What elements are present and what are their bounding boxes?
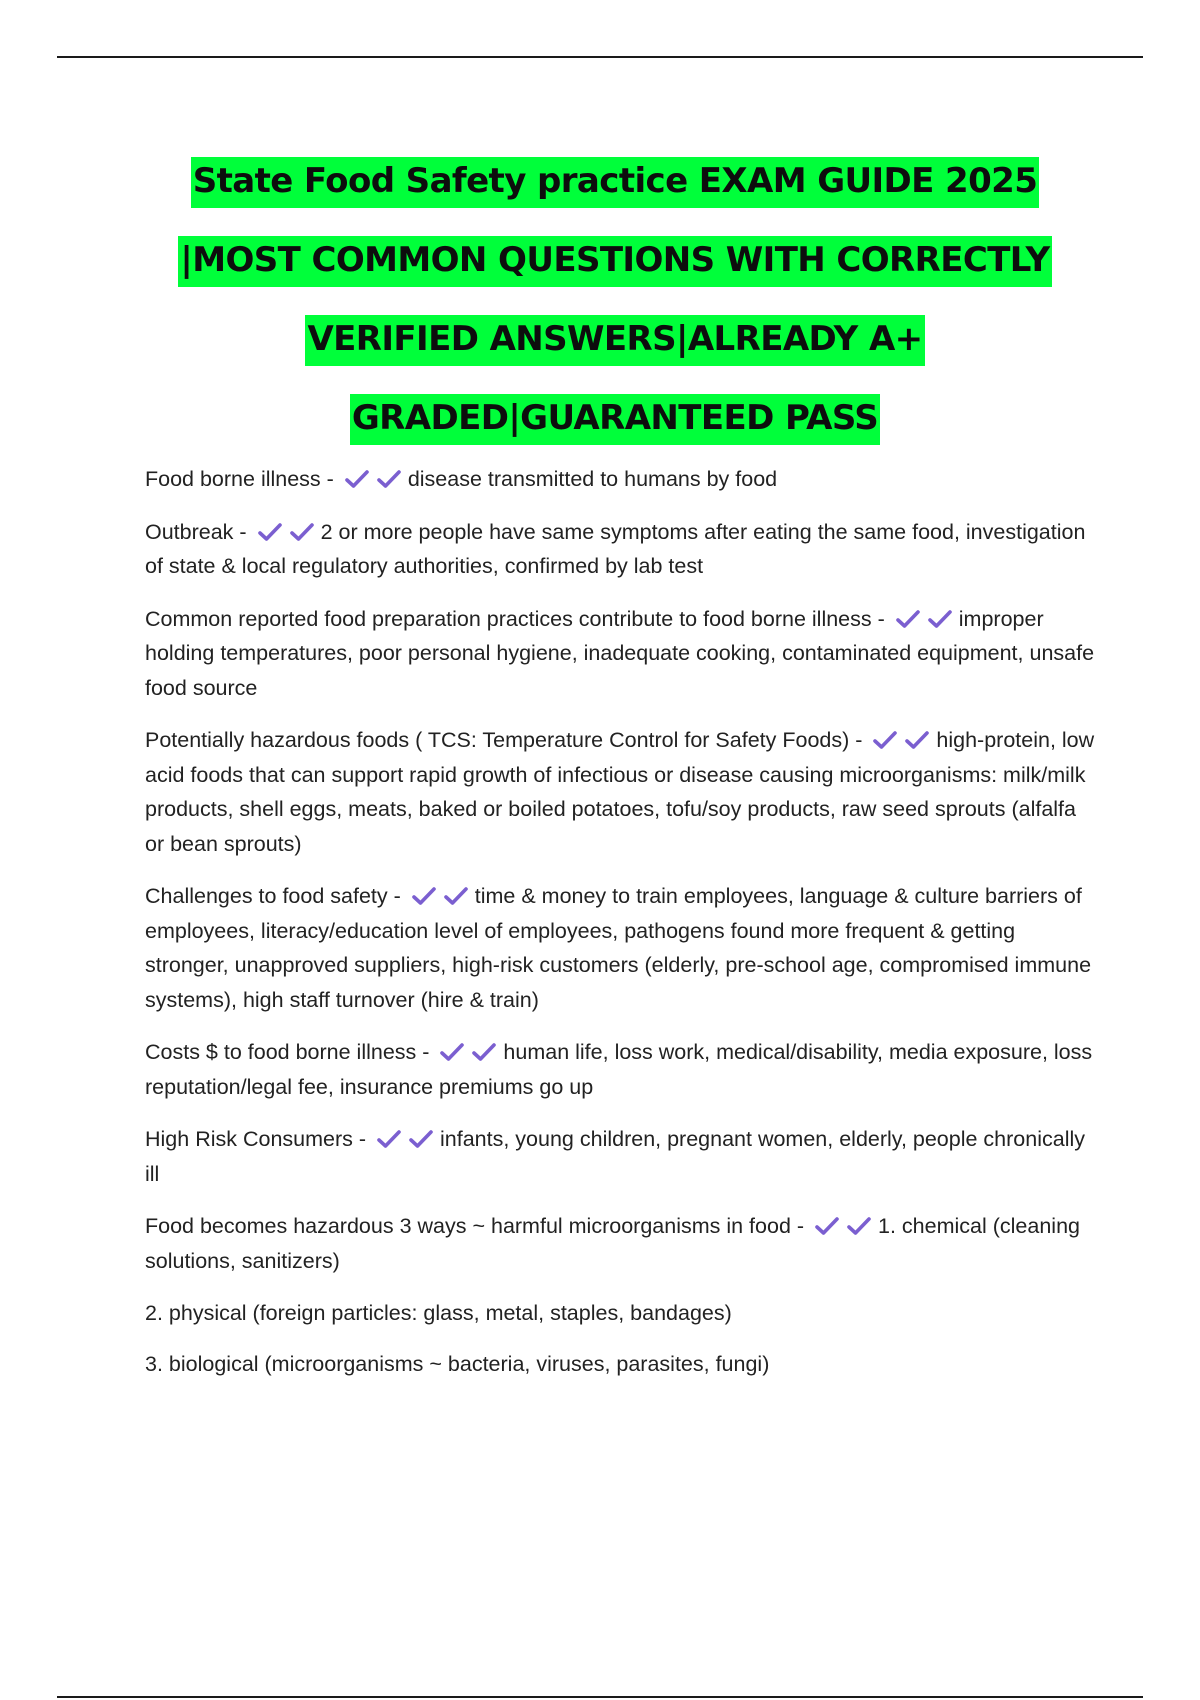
question-text: Potentially hazardous foods ( TCS: Temperature Control for Safety Foods) - <box>145 728 863 752</box>
title-line <box>120 142 1110 221</box>
question-text: Challenges to food safety - <box>145 884 401 908</box>
answer-text: time & money to train employees, language & culture barriers of employees, literacy/education level of employees, pathogens found more frequent & getting stronger, unapproved suppliers, high-risk customers (elderly, pre-school age, compromised immune systems), high staff turnover (hire & train) <box>145 884 1092 1012</box>
qa-entry <box>145 1209 1095 1278</box>
top-rule <box>57 56 1143 58</box>
check-icon <box>408 1128 434 1150</box>
check-icon <box>289 521 315 543</box>
double-check-icon <box>411 879 475 914</box>
check-icon <box>376 1128 402 1150</box>
double-check-icon <box>439 1035 503 1070</box>
title-line <box>120 379 1110 458</box>
answer-text: improper holding temperatures, poor personal hygiene, inadequate cooking, contaminated equipment, unsafe food source <box>145 606 1095 700</box>
check-icon <box>376 468 402 490</box>
check-icon <box>439 1041 465 1063</box>
check-icon <box>895 608 921 630</box>
double-check-icon <box>814 1209 878 1244</box>
qa-entry <box>145 879 1095 1017</box>
qa-entry <box>145 515 1095 584</box>
title-line-text: VERIFIED ANSWERS|ALREADY A+ <box>305 315 924 366</box>
qa-entry <box>145 723 1095 861</box>
qa-entry <box>145 1035 1095 1104</box>
title-line <box>120 300 1110 379</box>
double-check-icon <box>895 602 959 637</box>
question-text: Food becomes hazardous 3 ways ~ harmful microorganisms in food - <box>145 1214 805 1238</box>
check-icon <box>257 521 283 543</box>
qa-entry <box>145 602 1095 706</box>
check-icon <box>411 885 437 907</box>
document-body <box>145 462 1095 1397</box>
question-text: Food borne illness - <box>145 467 334 491</box>
answer-text: disease transmitted to humans by food <box>407 467 778 491</box>
list-item: 3. biological (microorganisms ~ bacteria, viruses, parasites, fungi) <box>145 1351 770 1376</box>
check-icon <box>846 1215 872 1237</box>
check-icon <box>872 729 898 751</box>
question-text: Common reported food preparation practices contribute to food borne illness - <box>145 606 885 631</box>
answer-text: human life, loss work, medical/disability, media exposure, loss reputation/legal fee, insurance premiums go up <box>145 1040 1093 1099</box>
check-icon <box>443 885 469 907</box>
title-line-text: |MOST COMMON QUESTIONS WITH CORRECTLY <box>178 236 1051 287</box>
answer-text: 1. chemical (cleaning solutions, sanitizers) <box>145 1214 1080 1273</box>
list-item: 2. physical (foreign particles: glass, metal, staples, bandages) <box>145 1301 732 1325</box>
double-check-icon <box>257 515 321 550</box>
double-check-icon <box>872 723 936 758</box>
check-icon <box>927 608 953 630</box>
double-check-icon <box>376 1122 440 1157</box>
question-text: Costs $ to food borne illness - <box>145 1040 430 1064</box>
title-line <box>120 221 1110 300</box>
question-text: High Risk Consumers - <box>145 1127 367 1151</box>
title-line-text: State Food Safety practice EXAM GUIDE 2025 <box>191 157 1040 208</box>
document-title <box>120 142 1110 458</box>
bottom-rule <box>57 1696 1143 1698</box>
check-icon <box>904 729 930 751</box>
title-line-text: GRADED|GUARANTEED PASS <box>350 394 880 445</box>
answer-text: 2 or more people have same symptoms after eating the same food, investigation of state & local regulatory authorities, confirmed by lab test <box>145 519 1086 578</box>
check-icon <box>814 1215 840 1237</box>
answer-text: infants, young children, pregnant women, elderly, people chronically ill <box>145 1127 1085 1186</box>
qa-entry <box>145 462 1095 497</box>
qa-entry <box>145 1122 1095 1191</box>
check-icon <box>471 1041 497 1063</box>
question-text: Outbreak - <box>145 519 247 544</box>
answer-text: high-protein, low acid foods that can support rapid growth of infectious or disease causing microorganisms: milk/milk products, shell eggs, meats, baked or boiled potatoes, tofu/soy products, raw seed sprouts (alfalfa or bean sprouts) <box>145 728 1095 856</box>
check-icon <box>344 468 370 490</box>
double-check-icon <box>344 462 408 497</box>
